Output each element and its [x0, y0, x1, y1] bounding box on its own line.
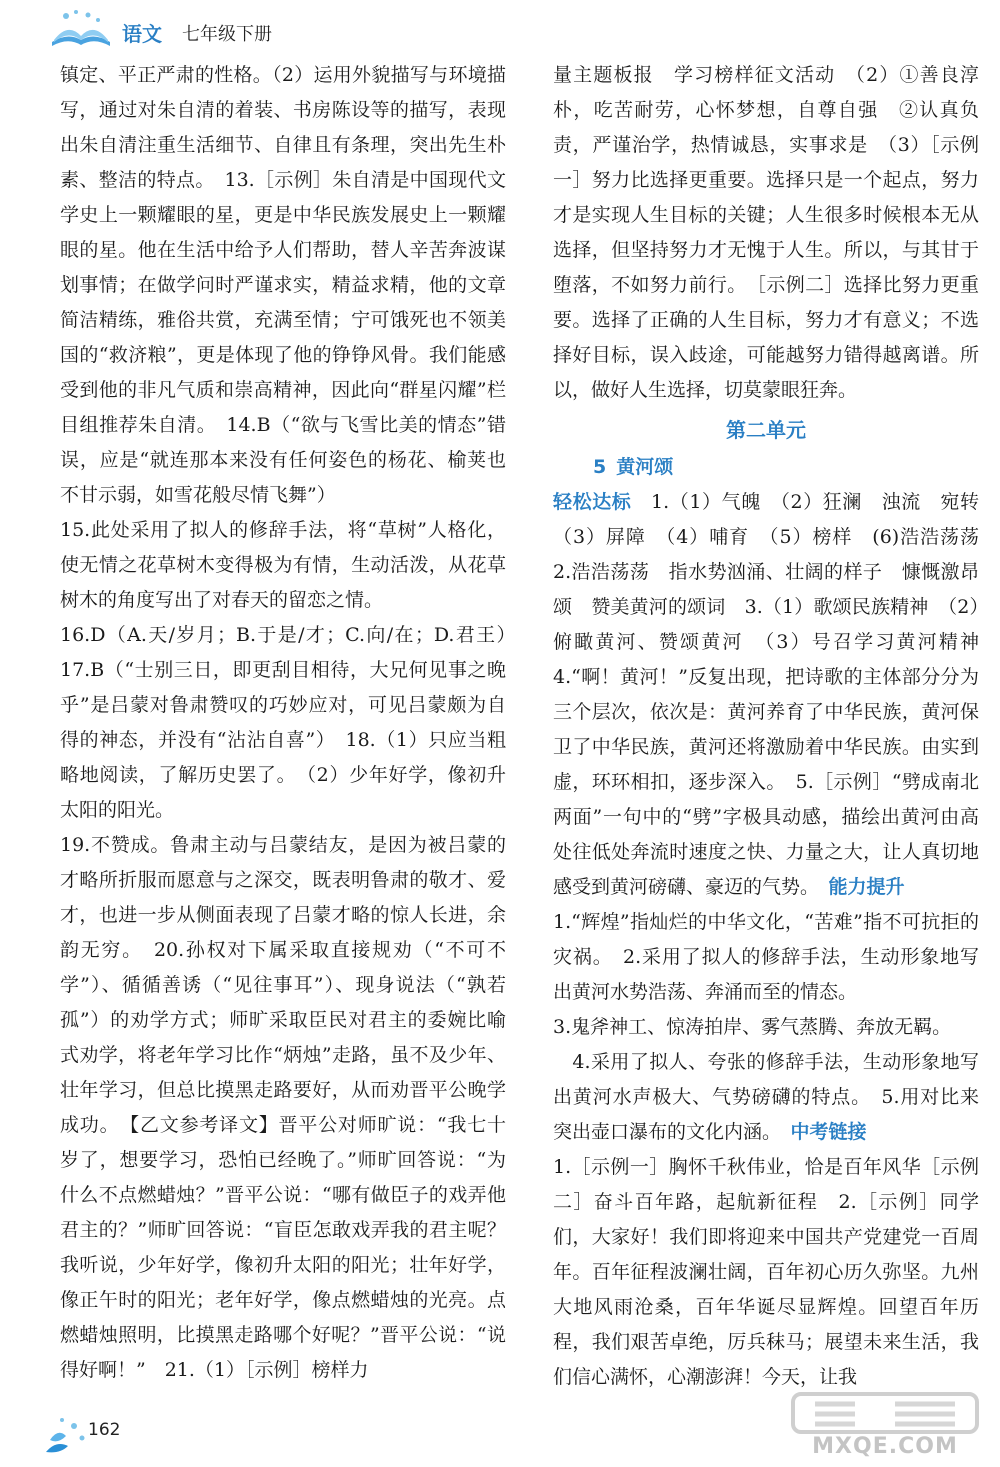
subject-label: 语文 — [122, 22, 162, 46]
right-column — [553, 58, 999, 1395]
section-easy — [553, 485, 999, 905]
answer-paragraph: 镇定、平正严肃的性格。（2）运用外貌描写与环境描写，通过对朱自清的着装、书房陈设等的描写，表现出朱自清注重生活细节、自律且有条理，突出先生朴素、整洁的特点。 13.［示例］朱自清是中国现代文学史上一颗耀眼的星，更是中华民族发展史上一颗耀眼的星。他在生活中给予人们帮助，替人辛苦奔波谋划事情；在做学问时严谨求实，精益求精，他的文章简洁精练，雅俗共赏，充满至情；宁可饿死也不领美国的“救济粮”，更是体现了他的铮铮风骨。我们能感受到他的非凡气质和崇高精神，因此向“群星闪耀”栏目组推荐朱自清。 14.B（“欲与飞雪比美的情态”错误，应是“就连那本来没有任何姿色的杨花、榆荚也不甘示弱，如雪花般尽情飞舞”） — [60, 64, 506, 506]
open-book-logo-icon — [46, 6, 116, 50]
section-label: 能力提升 — [828, 876, 905, 898]
section-ability — [553, 1045, 979, 1150]
watermark — [785, 1390, 985, 1462]
answer-paragraph: 量主题板报 学习榜样征文活动 （2）①善良淳朴，吃苦耐劳，心怀梦想，自尊自强 ②认真负责，严谨治学，热情诚恳，实事求是 （3）［示例一］努力比选择更重要。选择只是一个起点，努力才是实现人生目标的关键；人生很多时候根本无从选择，但坚持努力才无愧于人生。所以，与其甘于堕落，不如努力前行。 ［示例二］选择比努力更重要。选择了正确的人生目标，努力才有意义；不选择好目标，误入歧途，可能越努力错得越离谱。所以，做好人生选择，切莫蒙眼狂奔。 — [553, 64, 979, 401]
unit-title: 第二单元 — [726, 418, 806, 442]
section-label: 轻松达标 — [553, 491, 632, 513]
left-column — [60, 58, 526, 1388]
answer-paragraph: 19.不赞成。鲁肃主动与吕蒙结友，是因为被吕蒙的才略所折服而愿意与之深交，既表明鲁肃的敬才、爱才，也进一步从侧面表现了吕蒙才略的惊人长进，余韵无穷。 20.孙权对下属采取直接规劝（“不可不学”）、循循善诱（“见往事耳”）、现身说法（“孰若孤”）的劝学方式；师旷采取臣民对君主的委婉比喻式劝学，将老年学习比作“炳烛”走路，虽不及少年、壮年学习，但总比摸黑走路要好，从而劝晋平公晚学成功。 【乙文参考译文】晋平公对师旷说：“我七十岁了，想要学习，恐怕已经晚了。”师旷回答说：“为什么不点燃蜡烛？”晋平公说：“哪有做臣子的戏弄他君主的？”师旷回答说：“盲臣怎敢戏弄我的君主呢？我听说，少年好学，像初升太阳的阳光；壮年好学，像正午时的阳光；老年好学，像点燃蜡烛的光亮。点燃蜡烛照明，比摸黑走路哪个好呢？”晋平公说：“说得好啊！” 21.（1）［示例］榜样力 — [60, 834, 506, 1381]
answer-paragraph: 1.［示例一］胸怀千秋伟业，恰是百年风华［示例二］奋斗百年路，起航新征程 2.［示例］同学们，大家好！我们即将迎来中国共产党建党一百周年。百年征程波澜壮阔，百年初心历久弥坚。九州大地风雨沧桑，百年华诞尽显辉煌。回望百年历程，我们艰苦卓绝，厉兵秣马；展望未来生活，我们信心满怀，心潮澎湃！今天，让我 — [553, 1156, 979, 1388]
page-header — [0, 0, 1000, 56]
section-text: 1.（1）气魄 （2）狂澜 浊流 宛转 （3）屏障 （4）哺育 （5）榜样 (6)浩浩荡荡 2.浩浩荡荡 指水势汹涌、壮阔的样子 慷慨激昂 颂 赞美黄河的颂词 3.（1）歌颂民族精神 （2）俯瞰黄河、赞颂黄河 （3）号召学习黄河精神 4.“啊！黄河！”反复出现，把诗歌的主体部分分为三个层次，依次是：黄河养育了中华民族，黄河保卫了中华民族，黄河还将激励着中华民族。由实到虚，环环相扣，逐步深入。 5.［示例］“劈成南北两面”一句中的“劈”字极具动感，描绘出黄河由高处往低处奔流时速度之快、力量之大，让人真切地感受到黄河磅礴、豪迈的气势。 — [553, 491, 999, 898]
lesson-number: 5 — [593, 456, 607, 478]
watermark-seal-icon — [785, 1390, 985, 1434]
lesson-heading — [553, 450, 979, 485]
section-text: 4.采用了拟人、夸张的修辞手法，生动形象地写出黄河水声极大、气势磅礴的特点。 5.用对比来突出壶口瀑布的文化内涵。 — [553, 1051, 979, 1143]
grade-label: 七年级下册 — [182, 24, 272, 45]
answer-paragraph: 16.D（A.天/岁月；B.于是/才；C.向/在；D.君王） 17.B（“士别三日，即更刮目相待，大兄何见事之晚乎”是吕蒙对鲁肃赞叹的巧妙应对，可见吕蒙颇为自得的神态，并没有“沾沾自喜”） 18.（1）只应当粗略地阅读，了解历史罢了。 （2）少年好学，像初升太阳的阳光。 — [60, 624, 526, 821]
watermark-text: MXQE.COM — [812, 1434, 958, 1459]
answer-paragraph: 15.此处采用了拟人的修辞手法，将“草树”人格化，使无情之花草树木变得极为有情，生动活泼，从花草树木的角度写出了对春天的留恋之情。 — [60, 519, 506, 611]
answer-paragraph: 1.“辉煌”指灿烂的中华文化，“苦难”指不可抗拒的灾祸。 2.采用了拟人的修辞手法，生动形象地写出黄河水势浩荡、奔涌而至的情态。 — [553, 911, 979, 1003]
section-label: 中考链接 — [790, 1121, 867, 1143]
answer-paragraph: 3.鬼斧神工、惊涛拍岸、雾气蒸腾、奔放无羁。 — [553, 1016, 952, 1038]
lesson-title: 黄河颂 — [616, 456, 674, 478]
page-number: 162 — [88, 1420, 121, 1440]
